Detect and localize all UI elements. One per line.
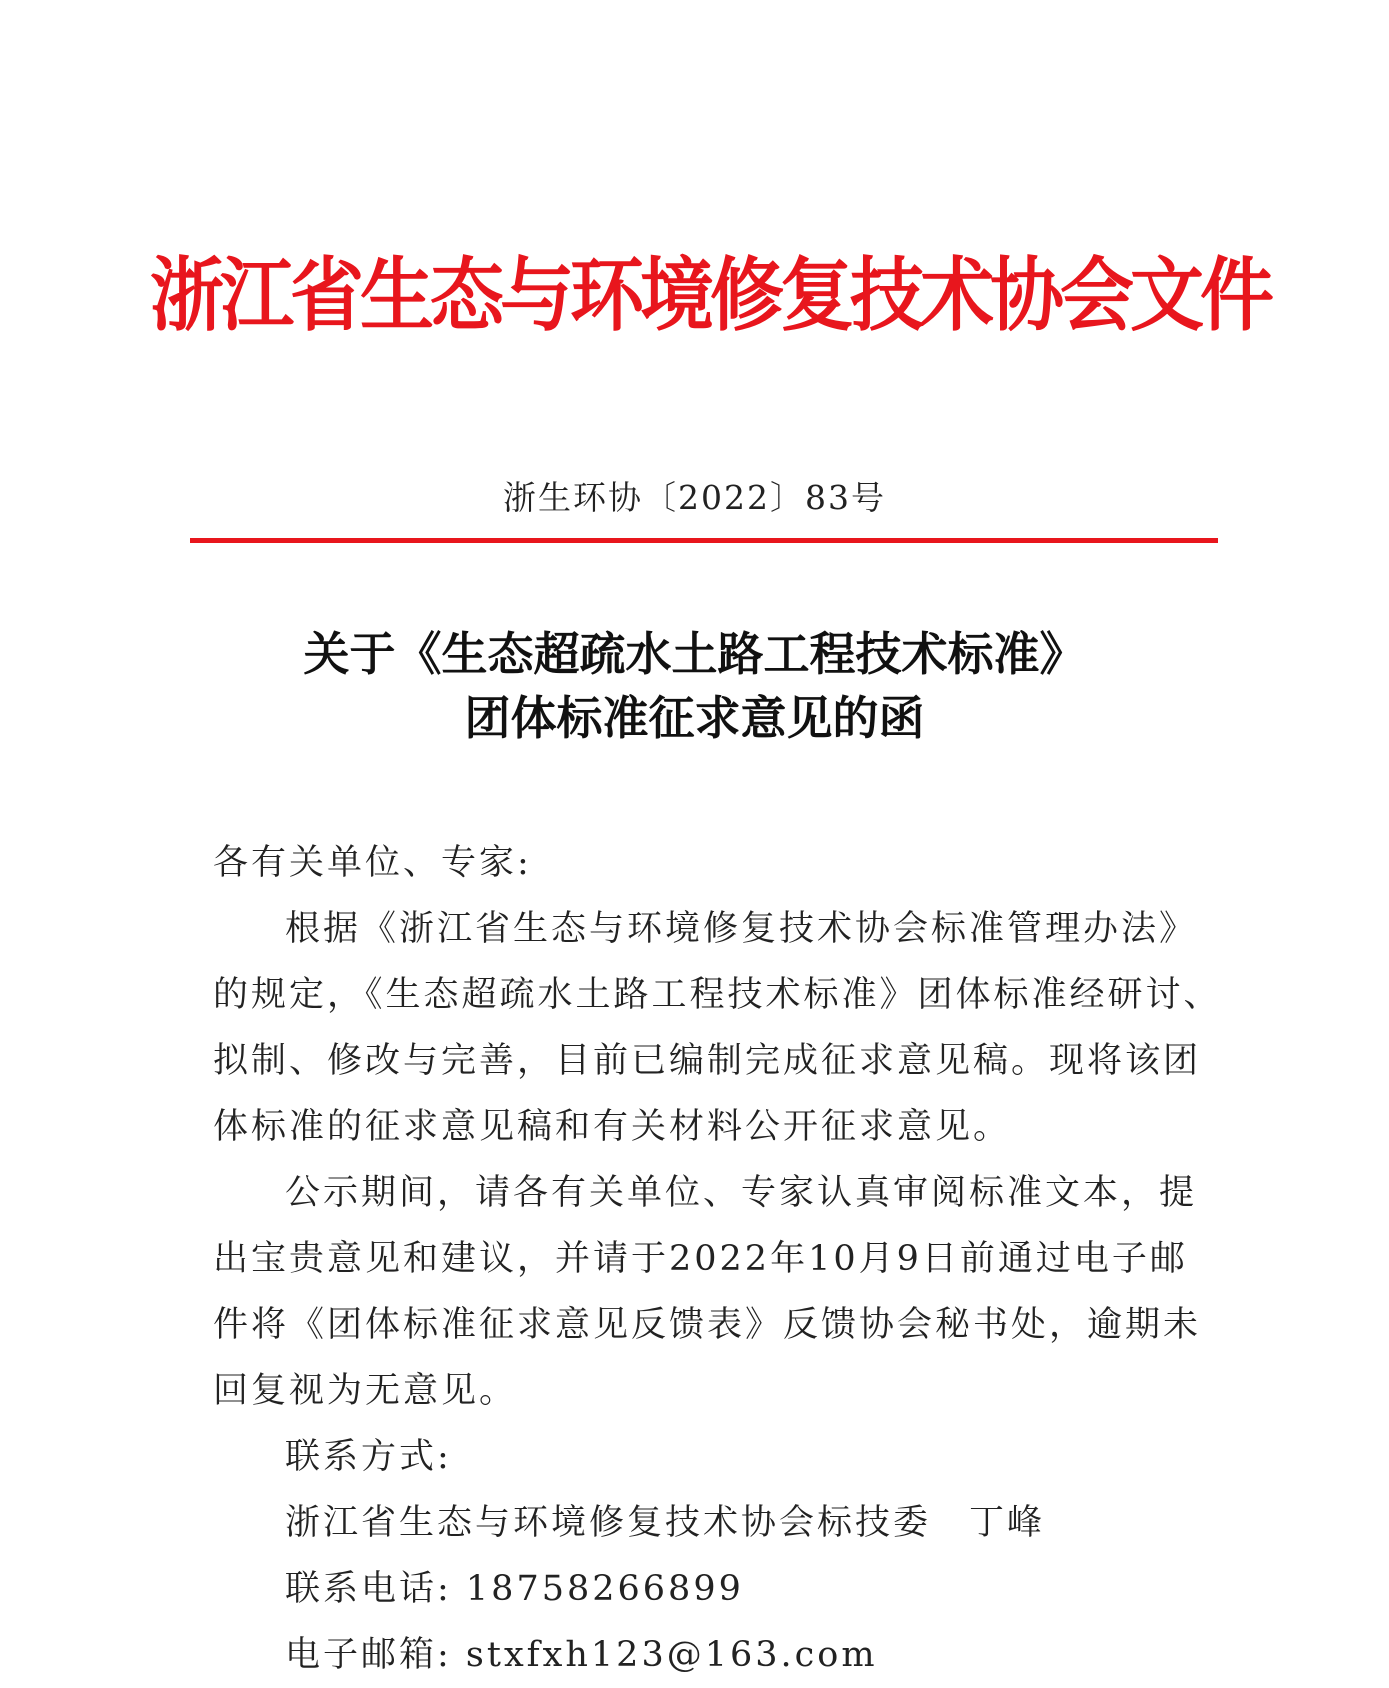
paragraph-1-line-4: 体标准的征求意见稿和有关材料公开征求意见。 xyxy=(213,1107,1012,1147)
paragraph-1-line-2: 的规定，《生态超疏水土路工程技术标准》团体标准经研讨、 xyxy=(213,975,1222,1015)
paragraph-2-line-2: 出宝贵意见和建议，并请于2022年10月9日前通过电子邮 xyxy=(213,1239,1188,1279)
org-header-title: 浙江省生态与环境修复技术协会文件 xyxy=(150,249,1270,343)
paragraph-2 xyxy=(213,1160,1202,1424)
document-title-line-1: 关于《生态超疏水土路工程技术标准》 xyxy=(303,627,1086,681)
contact-block xyxy=(213,1424,1183,1688)
contact-label: 联系方式: xyxy=(285,1437,452,1477)
red-divider-line xyxy=(190,538,1218,543)
document-title-line-2: 团体标准征求意见的函 xyxy=(464,691,925,745)
paragraph-1 xyxy=(213,896,1222,1160)
paragraph-2-line-3: 件将《团体标准征求意见反馈表》反馈协会秘书处，逾期未 xyxy=(213,1305,1202,1345)
document-number: 浙生环协〔2022〕83号 xyxy=(503,478,886,517)
contact-phone: 联系电话: 18758266899 xyxy=(285,1569,744,1609)
contact-org-person: 浙江省生态与环境修复技术协会标技委 丁峰 xyxy=(285,1503,1046,1543)
paragraph-2-line-1: 公示期间，请各有关单位、专家认真审阅标准文本，提 xyxy=(285,1173,1198,1213)
contact-email: 电子邮箱: stxfxh123@163.com xyxy=(285,1635,878,1675)
salutation: 各有关单位、专家: xyxy=(213,843,532,883)
document-title xyxy=(0,622,1389,750)
paragraph-2-line-4: 回复视为无意见。 xyxy=(213,1371,518,1411)
paragraph-1-line-1: 根据《浙江省生态与环境修复技术协会标准管理办法》 xyxy=(285,909,1198,949)
paragraph-1-line-3: 拟制、修改与完善，目前已编制完成征求意见稿。现将该团 xyxy=(213,1041,1202,1081)
document-body xyxy=(213,830,1222,1688)
